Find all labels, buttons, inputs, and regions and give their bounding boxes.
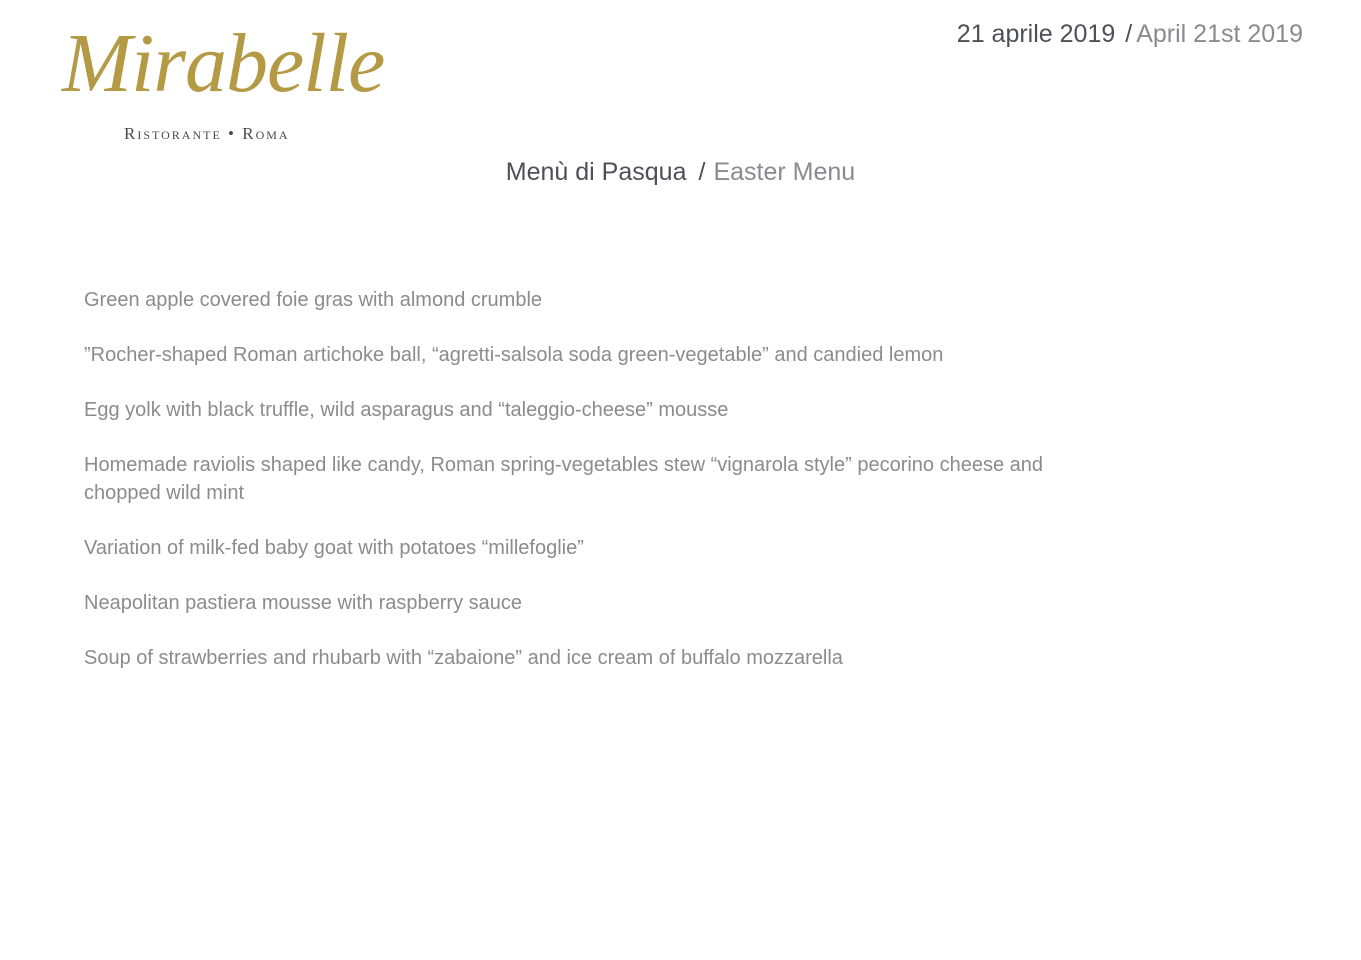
logo-script-text: Mirabelle bbox=[62, 17, 385, 110]
menu-title-italian: Menù di Pasqua bbox=[505, 158, 687, 186]
menu-title-english: Easter Menu bbox=[713, 158, 856, 186]
course-list bbox=[84, 287, 1084, 700]
course-item: ”Rocher-shaped Roman artichoke ball, “agretti-salsola soda green-vegetable” and candied lemon bbox=[84, 344, 944, 366]
date-separator: / bbox=[1125, 20, 1133, 48]
course-item: Homemade raviolis shaped like candy, Roman spring-vegetables stew “vignarola style” pecorino cheese and chopped wild mint bbox=[84, 454, 1044, 504]
course-item: Soup of strawberries and rhubarb with “zabaione” and ice cream of buffalo mozzarella bbox=[84, 646, 843, 669]
date-italian: 21 aprile 2019 bbox=[956, 20, 1116, 48]
menu-title-separator: / bbox=[698, 158, 706, 186]
restaurant-logo bbox=[58, 17, 408, 150]
course-item: Neapolitan pastiera mousse with raspberry sauce bbox=[84, 591, 522, 614]
menu-title bbox=[0, 158, 1361, 187]
course-item: Egg yolk with black truffle, wild asparagus and “taleggio-cheese” mousse bbox=[84, 399, 729, 421]
course-item: Green apple covered foie gras with almond crumble bbox=[84, 289, 543, 311]
logo-subtitle: Ristorante • Roma bbox=[124, 124, 290, 143]
course-item: Variation of milk-fed baby goat with potatoes “millefoglie” bbox=[84, 536, 584, 559]
menu-date bbox=[957, 20, 1303, 49]
date-english: April 21st 2019 bbox=[1136, 20, 1303, 48]
